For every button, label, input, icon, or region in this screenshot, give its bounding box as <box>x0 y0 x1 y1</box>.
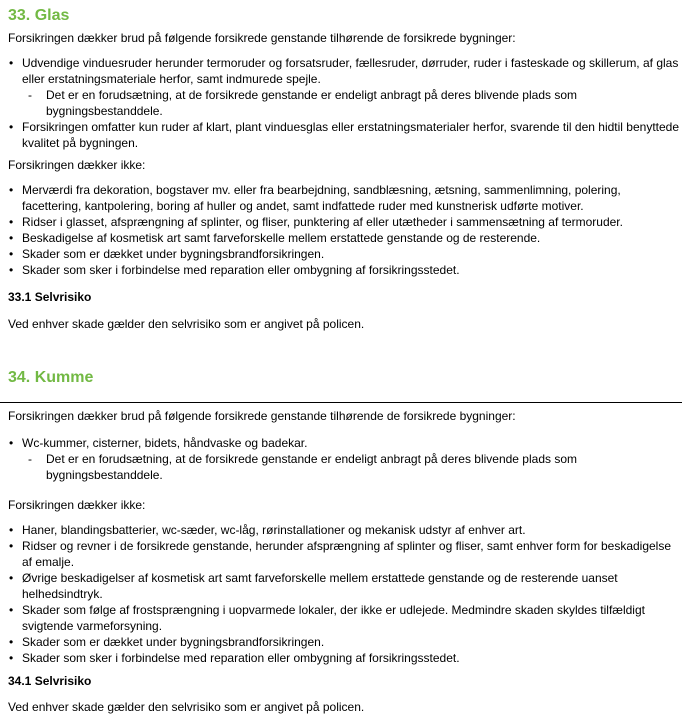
list-item: • Forsikringen omfatter kun ruder af klart, plant vinduesglas eller erstatningsmaterialer herfor, svarende til den hidtil benyttede kvalitet på bygningen. <box>8 119 680 151</box>
list-item-text: Udvendige vinduesruder herunder termoruder og forsatsruder, fællesruder, dørruder, ruder i fasteskade og skillerum, af glas eller erstatningsmateriale herfor, samt indmurede spejle. <box>22 56 679 86</box>
sub-list <box>22 451 680 483</box>
section-intro: Forsikringen dækker brud på følgende forsikrede genstande tilhørende de forsikrede bygninger: <box>8 31 516 45</box>
covered-list <box>8 435 680 483</box>
list-item: • Ridser og revner i de forsikrede genstande, herunder afsprængning af splinter og fliser, samt enhver form for beskadigelse af emalje. <box>8 538 680 570</box>
list-item <box>8 55 680 119</box>
not-covered-intro: Forsikringen dækker ikke: <box>8 158 146 172</box>
covered-list <box>8 55 680 151</box>
section-heading-kumme: 34. Kumme <box>8 369 94 386</box>
not-covered-list <box>8 522 680 666</box>
list-item: • Ridser i glasset, afsprængning af splinter, og fliser, punktering af eller utætheder i sammensætning af termoruder. <box>8 214 680 230</box>
list-item: • Øvrige beskadigelser af kosmetisk art samt farveforskelle mellem erstattede genstande og de resterende uanset helhedsindtryk. <box>8 570 680 602</box>
deductible-text: Ved enhver skade gælder den selvrisiko som er angivet på policen. <box>8 700 365 714</box>
list-item <box>8 435 680 483</box>
deductible-text: Ved enhver skade gælder den selvrisiko som er angivet på policen. <box>8 317 365 331</box>
list-item: • Skader som er dækket under bygningsbrandforsikringen. <box>8 634 680 650</box>
not-covered-intro: Forsikringen dækker ikke: <box>8 498 146 512</box>
sub-list <box>22 87 680 119</box>
section-divider <box>0 402 682 403</box>
section-intro: Forsikringen dækker brud på følgende forsikrede genstande tilhørende de forsikrede bygninger: <box>8 409 516 423</box>
list-item: • Skader som sker i forbindelse med reparation eller ombygning af forsikringsstedet. <box>8 650 680 666</box>
list-item: • Skader som er dækket under bygningsbrandforsikringen. <box>8 246 680 262</box>
subsection-heading: 34.1 Selvrisiko <box>8 674 92 688</box>
list-item: • Haner, blandingsbatterier, wc-sæder, wc-låg, rørinstallationer og mekanisk udstyr af enhver art. <box>8 522 680 538</box>
not-covered-list <box>8 182 680 278</box>
sub-list-item: - Det er en forudsætning, at de forsikrede genstande er endeligt anbragt på deres blivende plads som bygningsbestanddele. <box>22 87 680 119</box>
list-item-text: Wc-kummer, cisterner, bidets, håndvaske og badekar. <box>22 436 308 450</box>
subsection-heading: 33.1 Selvrisiko <box>8 290 92 304</box>
list-item: • Skader som sker i forbindelse med reparation eller ombygning af forsikringsstedet. <box>8 262 680 278</box>
sub-list-item: - Det er en forudsætning, at de forsikrede genstande er endeligt anbragt på deres blivende plads som bygningsbestanddele. <box>22 451 680 483</box>
list-item: • Skader som følge af frostsprængning i uopvarmede lokaler, der ikke er udlejede. Medmindre skaden skyldes tilfældigt svigtende varmeforsyning. <box>8 602 680 634</box>
list-item: • Beskadigelse af kosmetisk art samt farveforskelle mellem erstattede genstande og de resterende. <box>8 230 680 246</box>
section-heading-glas: 33. Glas <box>8 7 70 24</box>
list-item: • Merværdi fra dekoration, bogstaver mv. eller fra bearbejdning, sandblæsning, ætsning, sammenlimning, polering, facettering, kantpolering, boring af huller og andet, samt indfattede ruder med kunstnerisk udførte motiver. <box>8 182 680 214</box>
